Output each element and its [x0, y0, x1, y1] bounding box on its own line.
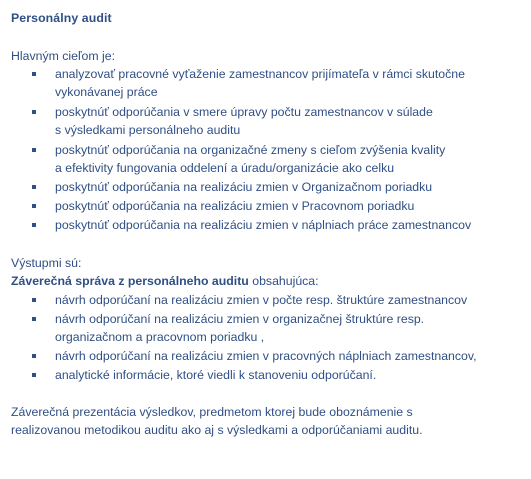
bullet-square-icon: [32, 110, 36, 114]
list-item-continuation: s výsledkami personálneho auditu: [55, 123, 241, 137]
report-suffix: obsahujúca:: [248, 274, 319, 288]
bullet-square-icon: [32, 223, 36, 227]
list-item: analyzovať pracovné vyťaženie zamestnancov prijímateľa v rámci skutočne: [55, 67, 465, 81]
list-item: poskytnúť odporúčania na organizačné zmeny s cieľom zvýšenia kvality: [55, 143, 446, 157]
report-heading: [11, 273, 319, 290]
list-item: návrh odporúčaní na realizáciu zmien v organizačnej štruktúre resp.: [55, 312, 425, 326]
bullet-square-icon: [32, 185, 36, 189]
bullet-square-icon: [32, 354, 36, 358]
list-item: poskytnúť odporúčania na realizáciu zmien v náplniach práce zamestnancov: [55, 218, 472, 232]
list-item-continuation: vykonávanej práce: [55, 85, 158, 99]
list-item: poskytnúť odporúčania v smere úpravy počtu zamestnancov v súlade: [55, 105, 433, 119]
closing-paragraph-continuation: realizovanou metodikou auditu ako aj s výsledkami a odporúčaniami auditu.: [11, 423, 423, 437]
list-item: poskytnúť odporúčania na realizáciu zmien v Pracovnom poriadku: [55, 199, 415, 213]
list-item: poskytnúť odporúčania na realizáciu zmien v Organizačnom poriadku: [55, 180, 433, 194]
bullet-square-icon: [32, 148, 36, 152]
list-item: návrh odporúčaní na realizáciu zmien v počte resp. štruktúre zamestnancov: [55, 293, 468, 307]
bullet-square-icon: [32, 317, 36, 321]
report-title: Záverečná správa z personálneho auditu: [11, 274, 249, 288]
list-item: analytické informácie, ktoré viedli k stanoveniu odporúčaní.: [55, 368, 377, 382]
bullet-square-icon: [32, 204, 36, 208]
list-item-continuation: organizačnom a pracovnom poriadku ,: [55, 330, 265, 344]
list-item: návrh odporúčaní na realizáciu zmien v pracovných náplniach zamestnancov,: [55, 349, 477, 363]
bullet-square-icon: [32, 373, 36, 377]
bullet-square-icon: [32, 72, 36, 76]
list-item-continuation: a efektivity fungovania oddelení a úradu/organizácie ako celku: [55, 161, 395, 175]
closing-paragraph: Záverečná prezentácia výsledkov, predmetom ktorej bude oboznámenie s: [11, 405, 413, 419]
bullet-square-icon: [32, 298, 36, 302]
outputs-heading: Výstupmi sú:: [11, 256, 82, 270]
document-title: Personálny audit: [11, 11, 112, 25]
goals-heading: Hlavným cieľom je:: [11, 49, 116, 63]
